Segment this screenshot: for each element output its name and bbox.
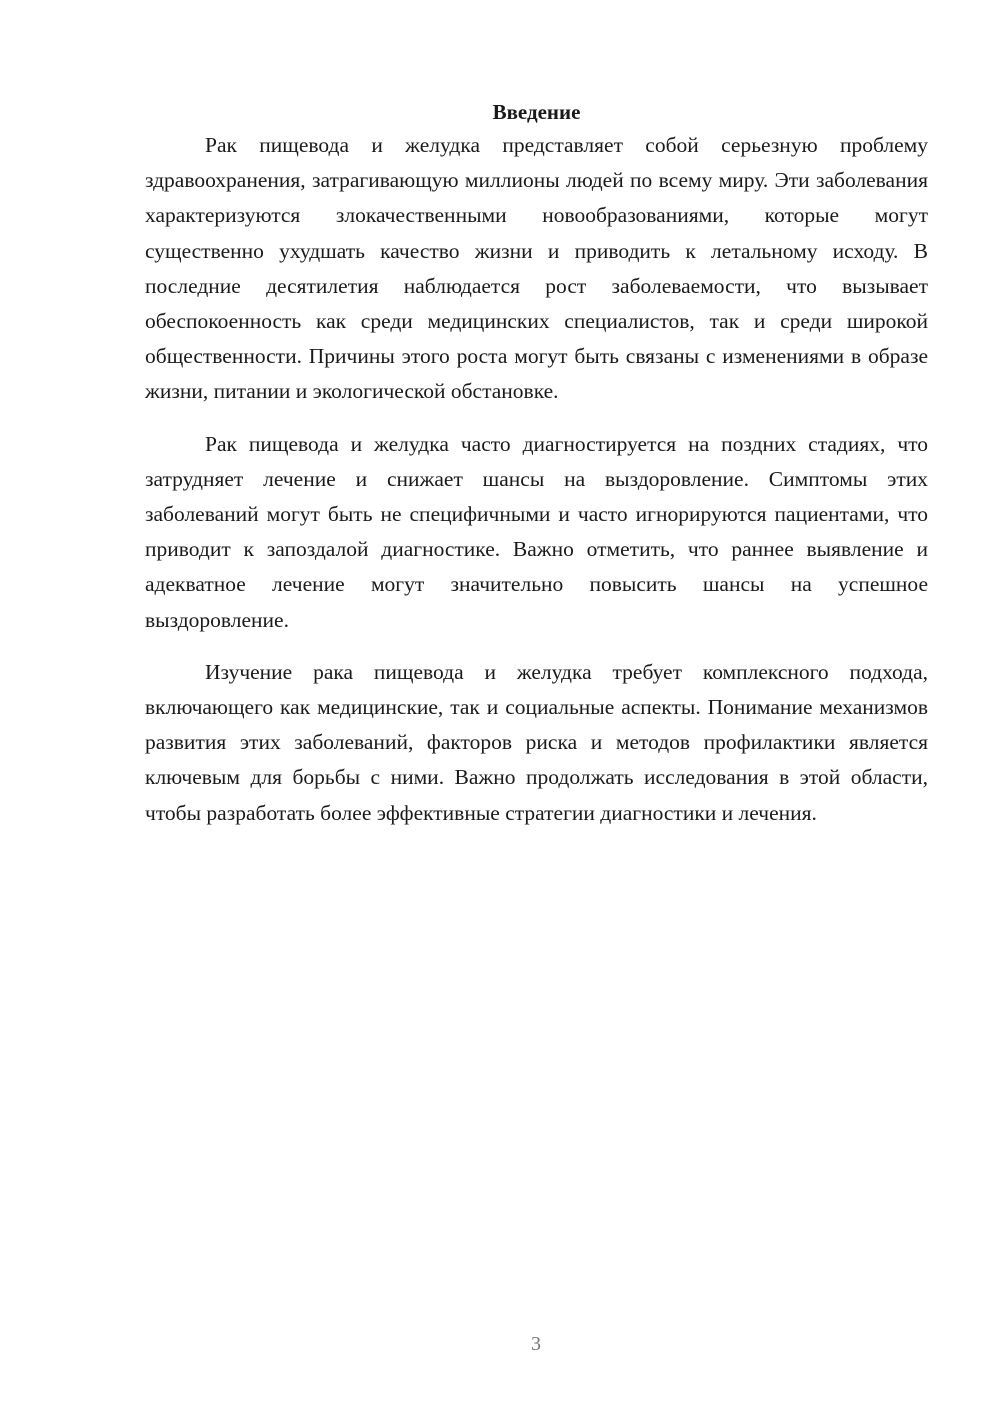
paragraph-1: Рак пищевода и желудка представляет собой серьезную проблему здравоохранения, затрагивающую миллионы людей по всему миру. Эти заболевания характеризуются злокачественными новообразованиями, которые могут существенно ухудшать качество жизни и приводить к летальному исходу. В последние десятилетия наблюдается рост заболеваемости, что вызывает обеспокоенность как среди медицинских специалистов, так и среди широкой общественности. Причины этого роста могут быть связаны с изменениями в образе жизни, питании и экологической обстановке. xyxy=(145,133,928,404)
page-number: 3 xyxy=(531,1333,541,1355)
page-content xyxy=(145,96,928,831)
section-heading: Введение xyxy=(492,100,581,124)
paragraph-3: Изучение рака пищевода и желудка требует комплексного подхода, включающего как медицинские, так и социальные аспекты. Понимание механизмов развития этих заболеваний, факторов риска и методов профилактики является ключевым для борьбы с ними. Важно продолжать исследования в этой области, чтобы разработать более эффективные стратегии диагностики и лечения. xyxy=(145,659,928,825)
paragraph-2: Рак пищевода и желудка часто диагностируется на поздних стадиях, что затрудняет лечение и снижает шансы на выздоровление. Симптомы этих заболеваний могут быть не специфичными и часто игнорируются пациентами, что приводит к запоздалой диагностике. Важно отметить, что раннее выявление и адекватное лечение могут значительно повысить шансы на успешное выздоровление. xyxy=(145,431,928,632)
